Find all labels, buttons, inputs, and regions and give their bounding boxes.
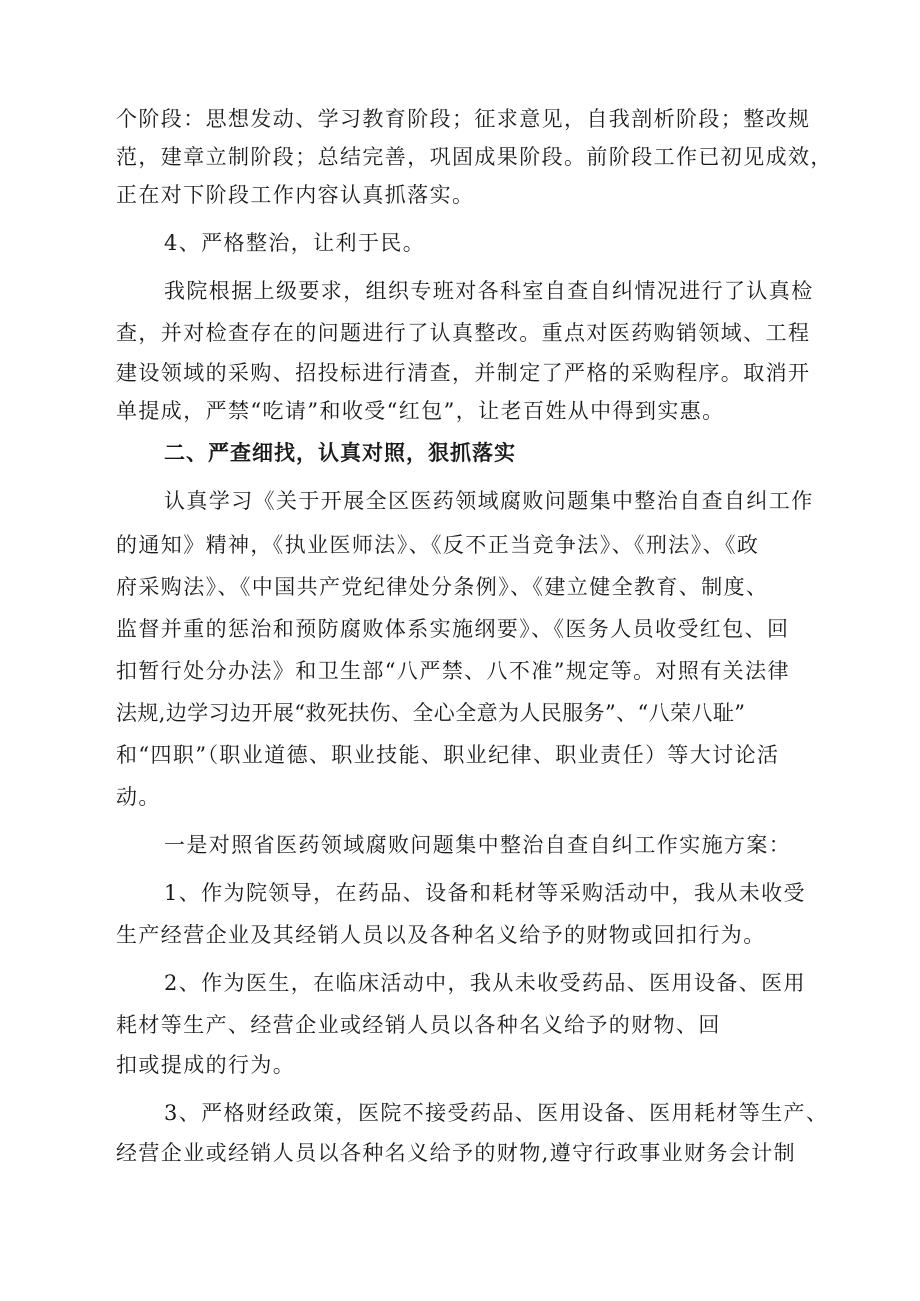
body-text-line: 认真学习《关于开展全区医药领域腐败问题集中整治自查自纠工作: [164, 489, 814, 513]
list-item: 3、严格财经政策，医院不接受药品、医用设备、医用耗材等生产、: [164, 1101, 829, 1125]
body-text-line: 查，并对检查存在的问题进行了认真整改。重点对医药购销领域、工程: [116, 321, 811, 345]
body-text-line: 范，建章立制阶段；总结完善，巩固成果阶段。前阶段工作已初见成效，: [116, 145, 833, 169]
body-text-line: 经营企业或经销人员以各种名义给予的财物,遵守行政事业财务会计制: [116, 1141, 797, 1165]
body-text-line: 正在对下阶段工作内容认真抓落实。: [116, 183, 475, 207]
body-text-line: 动。: [116, 785, 161, 809]
body-text-line: 生产经营企业及其经销人员以及各种名义给予的财物或回扣行为。: [116, 923, 766, 947]
list-item: 2、作为医生，在临床活动中，我从未收受药品、医用设备、医用: [164, 971, 806, 995]
body-text-line: 耗材等生产、经营企业或经销人员以各种名义给予的财物、回: [116, 1013, 721, 1037]
body-text-line: 个阶段：思想发动、学习教育阶段；征求意见，自我剖析阶段；整改规: [116, 107, 811, 131]
list-item: 1、作为院领导，在药品、设备和耗材等采购活动中，我从未收受: [164, 881, 806, 905]
body-text-line: 法规,边学习边开展“救死扶伤、全心全意为人民服务”、“八荣八耻”: [116, 701, 746, 725]
body-text-line: 扣或提成的行为。: [116, 1053, 296, 1077]
body-text-line: 建设领域的采购、招投标进行清查，并制定了严格的采购程序。取消开: [116, 361, 811, 385]
subsection-heading: 4、严格整治，让利于民。: [164, 231, 426, 255]
body-text-line: 的通知》精神，《执业医师法》、《反不正当竞争法》、《刑法》、《政: [116, 533, 760, 557]
body-text-line: 和“四职”（职业道德、职业技能、职业纪律、职业责任）等大讨论活: [116, 743, 780, 767]
body-text-line: 单提成，严禁“吃请”和收受“红包”，让老百姓从中得到实惠。: [116, 399, 725, 423]
body-text-line: 监督并重的惩治和预防腐败体系实施纲要》、《医务人员收受红包、回: [116, 617, 790, 641]
body-text-line: 扣暂行处分办法》和卫生部“八严禁、八不准”规定等。对照有关法律: [116, 659, 790, 683]
body-text-line: 一是对照省医药领域腐败问题集中整治自查自纠工作实施方案：: [164, 833, 792, 857]
body-text-line: 我院根据上级要求，组织专班对各科室自查自纠情况进行了认真检: [164, 279, 814, 303]
body-text-line: 府采购法》、《中国共产党纪律处分条例》、《建立健全教育、制度、: [116, 575, 769, 599]
section-heading: 二、严查细找，认真对照，狠抓落实: [164, 441, 516, 465]
